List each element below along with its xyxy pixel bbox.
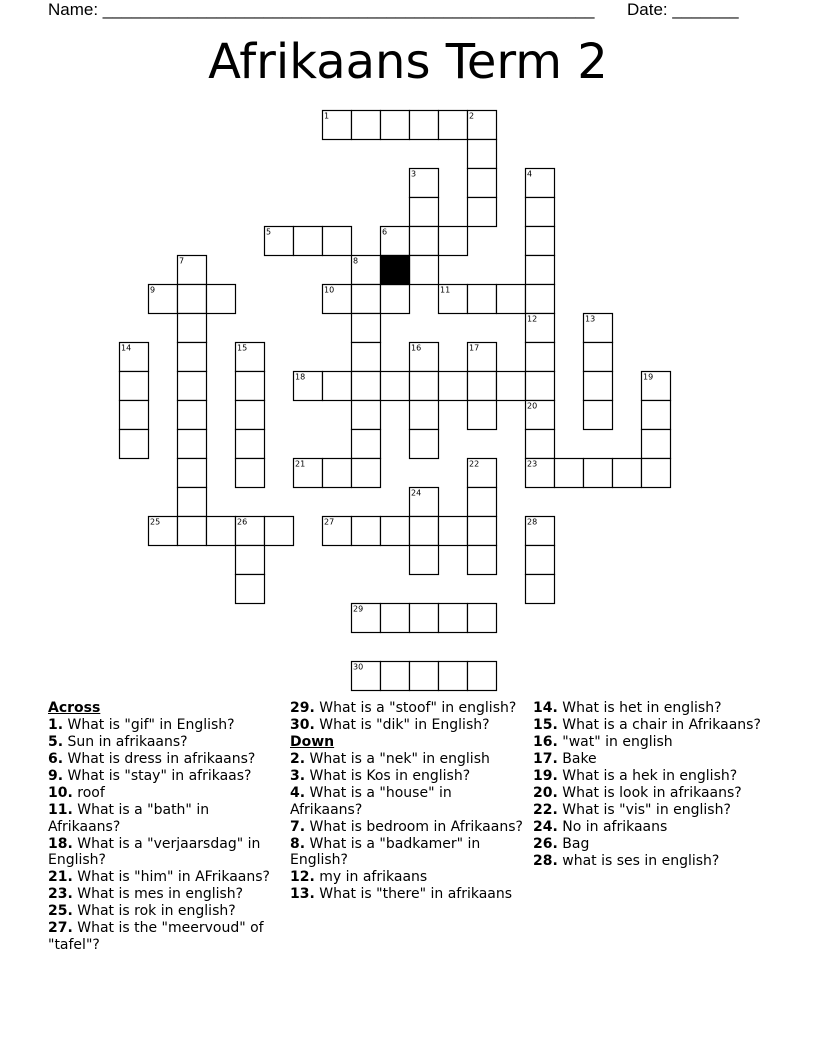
cell-number: 13 — [585, 314, 596, 324]
across-clue-list — [48, 717, 283, 953]
clue-text: What is Kos in english? — [309, 768, 471, 785]
grid-cell[interactable] — [207, 285, 236, 314]
grid-cell[interactable] — [352, 372, 381, 401]
clue-item — [290, 768, 526, 784]
down-heading: Down — [290, 734, 335, 750]
grid-cell[interactable] — [468, 198, 497, 227]
grid-cell[interactable] — [120, 401, 149, 430]
clue-number: 24. — [533, 819, 558, 835]
cell-number: 12 — [527, 314, 538, 324]
clue-number: 17. — [533, 751, 558, 767]
clue-text: What is bedroom in Afrikaans? — [309, 818, 523, 835]
grid-cell[interactable] — [468, 285, 497, 314]
clue-item — [48, 768, 283, 784]
cell-number: 22 — [469, 459, 480, 469]
grid-cell[interactable] — [178, 401, 207, 430]
clue-item — [533, 785, 769, 801]
clue-number: 11. — [48, 802, 73, 819]
clue-number: 7. — [290, 818, 306, 835]
grid-cell[interactable] — [178, 459, 207, 488]
grid-cell[interactable] — [439, 517, 468, 546]
clue-item — [290, 836, 526, 869]
cell-number: 14 — [121, 343, 132, 353]
grid-cell[interactable] — [468, 372, 497, 401]
cell-number: 23 — [527, 459, 538, 469]
grid-cell[interactable] — [410, 256, 439, 285]
clue-number: 16. — [533, 734, 558, 750]
clue-text: What is a "house" in Afrikaans? — [290, 785, 452, 818]
grid-cell[interactable] — [352, 459, 381, 488]
cell-number: 9 — [150, 285, 156, 295]
clue-number: 10. — [48, 785, 73, 802]
clue-item — [533, 768, 769, 784]
clue-number: 4. — [290, 785, 306, 802]
cell-number: 19 — [643, 372, 654, 382]
clue-text: What is a "verjaarsdag" in English? — [48, 835, 261, 869]
cell-number: 20 — [527, 401, 538, 411]
clue-item — [290, 886, 526, 902]
grid-cell[interactable] — [468, 488, 497, 517]
cell-number: 24 — [411, 488, 422, 498]
cell-number: 10 — [324, 285, 335, 295]
clue-item — [533, 734, 769, 750]
grid-cell[interactable] — [468, 662, 497, 691]
grid-cell[interactable] — [526, 575, 555, 604]
clue-text: What is rok in english? — [77, 903, 236, 920]
grid-cell[interactable] — [352, 343, 381, 372]
cell-number: 30 — [353, 662, 364, 672]
grid-cell[interactable] — [352, 401, 381, 430]
clue-number: 25. — [48, 903, 73, 920]
clue-number: 15. — [533, 717, 558, 733]
clue-item — [48, 802, 283, 835]
clue-text: What is a chair in Afrikaans? — [562, 717, 761, 733]
clues-column-3 — [533, 700, 769, 870]
grid-cell[interactable] — [526, 198, 555, 227]
clue-item — [290, 700, 526, 716]
clue-text: What is the "meervoud" of "tafel"? — [48, 920, 264, 953]
grid-cell[interactable] — [468, 169, 497, 198]
cell-number: 25 — [150, 517, 161, 527]
grid-cell[interactable] — [584, 401, 613, 430]
grid-cell[interactable] — [294, 227, 323, 256]
grid-cell[interactable] — [236, 372, 265, 401]
down-clue-list-continued — [533, 700, 769, 869]
clue-item — [48, 920, 283, 953]
grid-cell[interactable] — [178, 314, 207, 343]
clue-number: 12. — [290, 869, 315, 886]
grid-cell[interactable] — [410, 662, 439, 691]
grid-cell[interactable] — [323, 459, 352, 488]
cell-number: 6 — [382, 227, 388, 237]
cell-number: 17 — [469, 343, 480, 353]
clue-number: 23. — [48, 886, 73, 903]
grid-cell[interactable] — [439, 604, 468, 633]
cell-number: 15 — [237, 343, 248, 353]
clue-item — [48, 836, 283, 869]
grid-cell[interactable] — [410, 430, 439, 459]
grid-cell[interactable] — [352, 111, 381, 140]
clue-item — [290, 869, 526, 885]
grid-cell[interactable] — [178, 372, 207, 401]
clue-item — [48, 734, 283, 750]
grid-cell[interactable] — [555, 459, 584, 488]
grid-cell[interactable] — [526, 285, 555, 314]
clue-number: 26. — [533, 836, 558, 852]
clue-item — [533, 717, 769, 733]
clue-text: What is "vis" in english? — [562, 802, 731, 818]
across-heading: Across — [48, 700, 101, 716]
clue-number: 21. — [48, 869, 73, 886]
clue-text: What is a "stoof" in english? — [319, 700, 517, 716]
grid-cell[interactable] — [642, 401, 671, 430]
clue-number: 2. — [290, 751, 306, 768]
name-field-label: Name: ____________________________________________________ — [48, 0, 595, 19]
grid-cell[interactable] — [120, 430, 149, 459]
clue-item — [48, 886, 283, 902]
grid-cell[interactable] — [178, 285, 207, 314]
clue-text: What is "gif" in English? — [67, 717, 235, 734]
grid-cell[interactable] — [178, 430, 207, 459]
grid-cell[interactable] — [207, 517, 236, 546]
grid-cell[interactable] — [468, 401, 497, 430]
cell-number: 28 — [527, 517, 538, 527]
clue-item — [290, 751, 526, 767]
cell-number: 2 — [469, 111, 475, 121]
grid-cell[interactable] — [323, 372, 352, 401]
clue-item — [533, 751, 769, 767]
clue-text: What is a "badkamer" in English? — [290, 835, 481, 869]
clue-text: What is het in english? — [562, 700, 722, 716]
grid-cell[interactable] — [410, 111, 439, 140]
clue-number: 1. — [48, 717, 64, 734]
cell-number: 26 — [237, 517, 248, 527]
clue-text: "wat" in english — [562, 734, 673, 750]
clue-item — [533, 819, 769, 835]
clue-number: 29. — [290, 700, 315, 716]
clue-number: 3. — [290, 768, 306, 785]
grid-cell[interactable] — [410, 546, 439, 575]
grid-cell[interactable] — [178, 517, 207, 546]
grid-cell[interactable] — [526, 546, 555, 575]
grid-cell[interactable] — [323, 227, 352, 256]
clues-column-1 — [48, 700, 283, 954]
grid-cell[interactable] — [497, 285, 526, 314]
grid-cell[interactable] — [439, 372, 468, 401]
cell-number: 5 — [266, 227, 272, 237]
grid-cell[interactable] — [381, 662, 410, 691]
clue-text: What is a hek in english? — [562, 768, 738, 784]
grid-cell[interactable] — [178, 488, 207, 517]
cell-number: 18 — [295, 372, 306, 382]
grid-cell[interactable] — [410, 604, 439, 633]
cell-number: 11 — [440, 285, 451, 295]
grid-cell[interactable] — [642, 459, 671, 488]
grid-cell[interactable] — [584, 343, 613, 372]
grid-cell[interactable] — [381, 604, 410, 633]
clue-text: What is look in afrikaans? — [562, 785, 742, 801]
clue-text: What is a "nek" in english — [309, 751, 490, 768]
cell-number: 7 — [179, 256, 185, 266]
clue-number: 20. — [533, 785, 558, 801]
clue-number: 19. — [533, 768, 558, 784]
grid-cell[interactable] — [410, 401, 439, 430]
clue-item — [48, 785, 283, 801]
cell-number: 21 — [295, 459, 306, 469]
grid-cell[interactable] — [352, 517, 381, 546]
clue-item — [48, 903, 283, 919]
grid-cell[interactable] — [468, 546, 497, 575]
cell-number: 4 — [527, 169, 533, 179]
grid-cell[interactable] — [265, 517, 294, 546]
grid-cell[interactable] — [410, 372, 439, 401]
clue-number: 28. — [533, 853, 558, 869]
grid-cell[interactable] — [526, 256, 555, 285]
clue-text: What is a "bath" in Afrikaans? — [48, 802, 210, 835]
cell-number: 1 — [324, 111, 330, 121]
cell-number: 3 — [411, 169, 417, 179]
grid-cell[interactable] — [613, 459, 642, 488]
grid-cell[interactable] — [439, 111, 468, 140]
grid-cell[interactable] — [526, 227, 555, 256]
clue-item — [48, 717, 283, 733]
clue-number: 27. — [48, 920, 73, 937]
clue-number: 6. — [48, 751, 64, 768]
clue-item — [533, 853, 769, 869]
clue-number: 30. — [290, 717, 315, 733]
clue-text: Bag — [562, 836, 590, 852]
clue-item — [290, 785, 526, 818]
across-clue-list-continued — [290, 700, 526, 733]
grid-cell[interactable] — [439, 227, 468, 256]
grid-cell[interactable] — [526, 343, 555, 372]
clue-number: 22. — [533, 802, 558, 818]
clue-text: What is "there" in afrikaans — [319, 886, 513, 903]
clue-number: 14. — [533, 700, 558, 716]
cell-number: 27 — [324, 517, 335, 527]
cell-number: 8 — [353, 256, 359, 266]
black-cell — [381, 256, 410, 285]
grid-cell[interactable] — [120, 372, 149, 401]
clue-item — [533, 700, 769, 716]
clue-text: No in afrikaans — [562, 819, 668, 835]
clue-text: What is mes in english? — [77, 886, 244, 903]
clue-item — [533, 836, 769, 852]
grid-cell[interactable] — [236, 546, 265, 575]
clue-text: What is dress in afrikaans? — [67, 751, 256, 768]
grid-cell[interactable] — [584, 459, 613, 488]
grid-cell[interactable] — [410, 517, 439, 546]
clue-number: 5. — [48, 734, 64, 751]
cell-number: 29 — [353, 604, 364, 614]
grid-cell[interactable] — [468, 517, 497, 546]
clue-text: What is "stay" in afrikaas? — [67, 768, 252, 785]
grid-cell[interactable] — [410, 227, 439, 256]
grid-cell[interactable] — [410, 198, 439, 227]
grid-cell[interactable] — [381, 372, 410, 401]
grid-cell[interactable] — [381, 517, 410, 546]
clue-item — [533, 802, 769, 818]
clue-text: what is ses in english? — [562, 853, 720, 869]
clues-column-2 — [290, 700, 526, 903]
grid-cell[interactable] — [642, 430, 671, 459]
grid-cell[interactable] — [352, 430, 381, 459]
clue-number: 9. — [48, 768, 64, 785]
grid-cell[interactable] — [526, 430, 555, 459]
clue-number: 13. — [290, 886, 315, 903]
clue-item — [290, 819, 526, 835]
cell-number: 16 — [411, 343, 422, 353]
grid-cell[interactable] — [497, 372, 526, 401]
clue-item — [48, 869, 283, 885]
grid-cell[interactable] — [468, 140, 497, 169]
clue-item — [48, 751, 283, 767]
clue-number: 18. — [48, 835, 73, 852]
grid-cell[interactable] — [236, 459, 265, 488]
clue-item — [290, 717, 526, 733]
clue-number: 8. — [290, 835, 306, 852]
clue-text: my in afrikaans — [319, 869, 428, 886]
grid-cell[interactable] — [236, 401, 265, 430]
clue-text: What is "him" in AFrikaans? — [77, 869, 270, 886]
grid-cell[interactable] — [381, 285, 410, 314]
grid-cell[interactable] — [468, 604, 497, 633]
down-clue-list — [290, 751, 526, 902]
page-title: Afrikaans Term 2 — [208, 34, 608, 90]
clue-text: Sun in afrikaans? — [67, 734, 188, 751]
grid-cell[interactable] — [381, 111, 410, 140]
clue-text: Bake — [562, 751, 597, 767]
grid-cell[interactable] — [439, 662, 468, 691]
grid-cell[interactable] — [236, 430, 265, 459]
grid-cell[interactable] — [178, 343, 207, 372]
grid-cell[interactable] — [352, 314, 381, 343]
date-field-label: Date: _______ — [627, 0, 739, 19]
grid-cell[interactable] — [584, 372, 613, 401]
grid-cell[interactable] — [352, 285, 381, 314]
clue-text: What is "dik" in English? — [319, 717, 490, 733]
grid-cell[interactable] — [236, 575, 265, 604]
clue-text: roof — [77, 785, 105, 802]
grid-cell[interactable] — [526, 372, 555, 401]
